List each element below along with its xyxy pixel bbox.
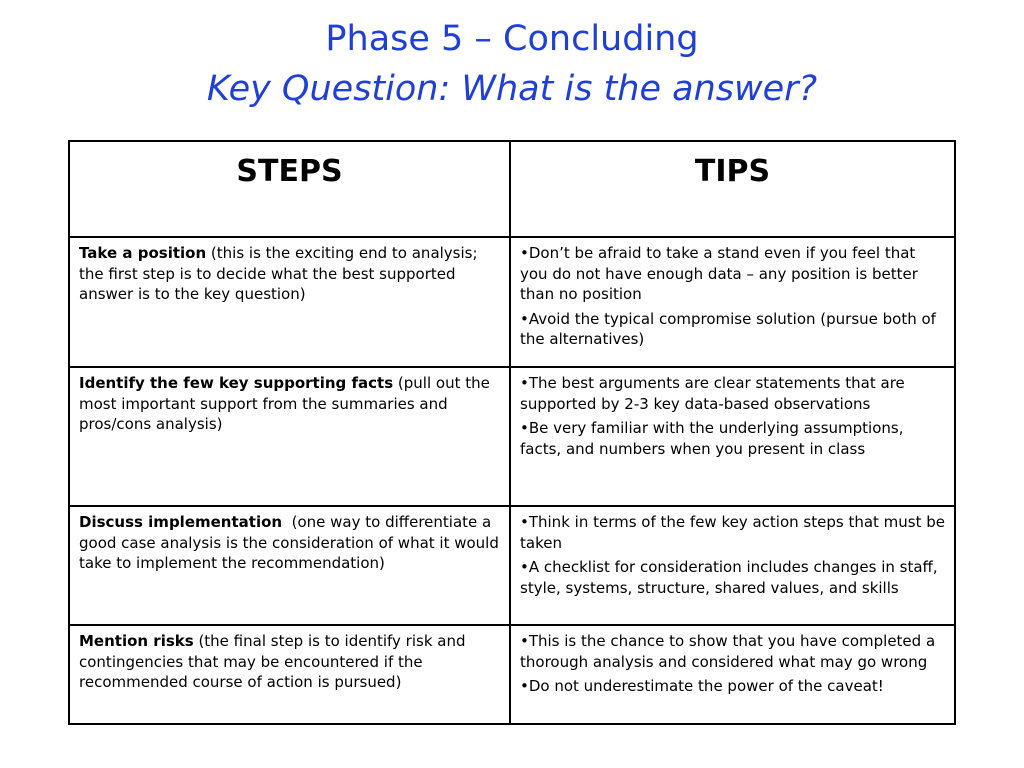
step-description: (pull out the most important support from the summaries and pros/cons analysis): [79, 374, 490, 433]
slide-title: [0, 14, 1024, 114]
tip-item: •A checklist for consideration includes changes in staff, style, systems, structure, shared values, and skills: [520, 558, 938, 597]
tips-cell: [510, 506, 955, 625]
step-cell: [69, 237, 510, 367]
step-title: Discuss implementation: [79, 513, 283, 531]
tip-item: •Avoid the typical compromise solution (pursue both of the alternatives): [520, 309, 936, 348]
header-steps: STEPS: [69, 141, 510, 237]
tip-item: •Do not underestimate the power of the caveat!: [520, 677, 884, 695]
title-line-2: Key Question: What is the answer?: [206, 69, 818, 109]
step-title: Identify the few key supporting facts: [79, 374, 394, 392]
step-title: Take a position: [79, 244, 207, 262]
steps-tips-table: [68, 140, 956, 725]
table-row: [69, 506, 955, 625]
step-cell: [69, 506, 510, 625]
table-row: [69, 367, 955, 506]
step-description: (this is the exciting end to analysis; the first step is to decide what the best supported answer is to the key question): [79, 244, 478, 303]
table-row: [69, 625, 955, 724]
step-cell: [69, 367, 510, 506]
tip-item: •This is the chance to show that you have completed a thorough analysis and considered what may go wrong: [520, 632, 936, 671]
tip-item: •Think in terms of the few key action steps that must be taken: [520, 513, 946, 552]
tips-cell: [510, 237, 955, 367]
tip-item: •Don’t be afraid to take a stand even if you feel that you do not have enough data – any position is better than no position: [520, 244, 918, 303]
tip-item: •The best arguments are clear statements that are supported by 2-3 key data-based observations: [520, 374, 905, 413]
step-description: (the final step is to identify risk and contingencies that may be encountered if the recommended course of action is pursued): [79, 632, 466, 691]
step-title: Mention risks: [79, 632, 194, 650]
table-header-row: [69, 141, 955, 237]
title-line-1: Phase 5 – Concluding: [325, 19, 699, 59]
header-tips: TIPS: [510, 141, 955, 237]
tip-item: •Be very familiar with the underlying assumptions, facts, and numbers when you present in class: [520, 419, 904, 458]
step-cell: [69, 625, 510, 724]
tips-cell: [510, 367, 955, 506]
table-row: [69, 237, 955, 367]
step-description: (one way to differentiate a good case analysis is the consideration of what it would take to implement the recommendation): [79, 513, 504, 572]
tips-cell: [510, 625, 955, 724]
